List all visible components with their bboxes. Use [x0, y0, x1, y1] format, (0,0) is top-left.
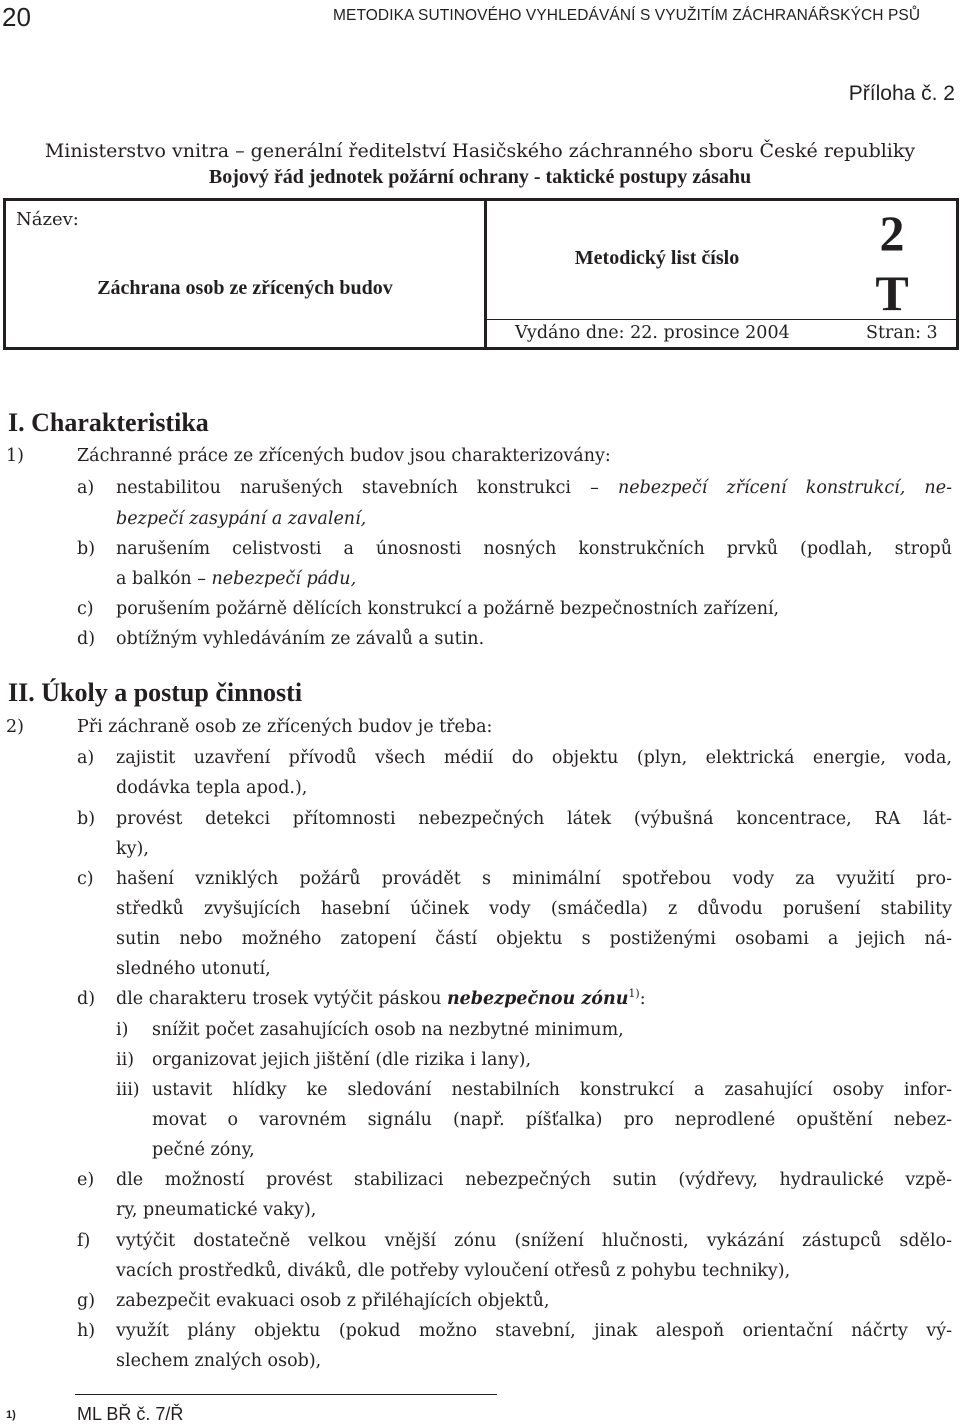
- list-item-line: dle možností provést stabilizaci nebezpečných sutin (výdřevy, hydraulické vzpě-: [116, 1170, 952, 1190]
- list-letter: T: [875, 265, 909, 321]
- issued-date: Vydáno dne: 22. prosince 2004: [515, 323, 790, 343]
- list-item-line: sledného utonutí,: [116, 959, 271, 979]
- item-label: e): [77, 1170, 95, 1190]
- footnote-rule: [75, 1394, 497, 1395]
- ministry-title: Ministerstvo vnitra – generální ředitelství Hasičského záchranného sboru České republiky: [44, 140, 916, 162]
- footnote-mark: 1): [6, 1409, 16, 1421]
- item-label: b): [77, 809, 96, 829]
- info-box: [3, 198, 959, 350]
- danger-zone-term: nebezpečnou zónu: [446, 989, 629, 1009]
- annex-label: Příloha č. 2: [848, 82, 955, 105]
- item-label: c): [77, 869, 94, 889]
- list-item-line: využít plány objektu (pokud možno stavební, jinak alespoň orientační náčrty vý-: [116, 1321, 952, 1341]
- item-label: a): [77, 478, 95, 498]
- list-item-line: vacích prostředků, diváků, dle potřeby vyloučení otřesů z pohybu techniky),: [116, 1261, 791, 1281]
- item-label: f): [77, 1231, 91, 1251]
- item-label: d): [77, 629, 96, 649]
- list-item-line: ky),: [116, 839, 149, 859]
- sublist-item-line: movat o varovném signálu (např. píšťalka) pro neprodlené opuštění nebez-: [152, 1110, 952, 1130]
- sublist-item-line: pečné zóny,: [152, 1140, 255, 1160]
- list-item-line: hašení vzniklých požárů provádět s minimální spotřebou vody za využití pro-: [116, 869, 952, 889]
- list-item-line: porušením požárně dělících konstrukcí a požárně bezpečnostních zařízení,: [116, 599, 780, 619]
- name-label: Název:: [16, 209, 79, 230]
- para-number: 2): [6, 717, 24, 737]
- list-item-line: nestabilitou narušených stavebních konstrukci – nebezpečí zřícení konstrukcí, ne-: [116, 478, 952, 498]
- item-label: g): [77, 1291, 96, 1311]
- page-count: Stran: 3: [866, 323, 938, 343]
- item-label: d): [77, 989, 96, 1009]
- list-item-line: bezpečí zasypání a zavalení,: [116, 509, 367, 529]
- footnote-text: ML BŘ č. 7/Ř: [77, 1404, 184, 1424]
- subitem-label: iii): [116, 1080, 140, 1100]
- running-title: METODIKA SUTINOVÉHO VYHLEDÁVÁNÍ S VYUŽITÍM ZÁCHRANÁŘSKÝCH PSŮ: [333, 7, 921, 24]
- list-label: Metodický list číslo: [574, 247, 740, 269]
- list-item-line: slechem znalých osob),: [116, 1351, 322, 1371]
- page-number: 20: [2, 2, 31, 32]
- document-titles: [0, 140, 960, 189]
- list-item-line: dodávka tepla apod.),: [116, 778, 308, 798]
- name-value: Záchrana osob ze zřícených budov: [97, 277, 393, 299]
- list-item-line: obtížným vyhledáváním ze závalů a sutin.: [116, 629, 485, 649]
- list-item-line: sutin nebo možného zatopení částí objektu s postiženými osobami a jejich ná-: [116, 929, 952, 949]
- sublist-item-line: organizovat jejich jištění (dle rizika i lany),: [152, 1050, 532, 1070]
- item-label: b): [77, 539, 96, 559]
- item-label: h): [77, 1321, 96, 1341]
- list-item-line: provést detekci přítomnosti nebezpečných látek (výbušná koncentrace, RA lát-: [116, 809, 952, 829]
- para-number: 1): [6, 446, 24, 466]
- subitem-label: i): [116, 1020, 129, 1040]
- section-heading-2: II. Úkoly a postup činnosti: [8, 678, 303, 707]
- list-item-line: narušením celistvosti a únosnosti nosných konstrukčních prvků (podlah, stropů: [116, 539, 952, 559]
- info-box-divider: [487, 319, 956, 320]
- rule-title: Bojový řád jednotek požární ochrany - taktické postupy zásahu: [208, 166, 752, 188]
- subitem-label: ii): [116, 1050, 135, 1070]
- list-number: 2: [879, 205, 905, 261]
- item-label: a): [77, 748, 95, 768]
- footnote-ref: 1): [628, 987, 640, 1000]
- list-item-line: vytýčit dostatečně velkou vnější zónu (snížení hlučnosti, vykázání zástupců sdělo-: [116, 1231, 952, 1251]
- list-item-line: ry, pneumatické vaky),: [116, 1200, 317, 1220]
- sublist-item-line: snížit počet zasahujících osob na nezbytné minimum,: [152, 1020, 624, 1040]
- paragraph-intro: Záchranné práce ze zřícených budov jsou charakterizovány:: [77, 446, 611, 466]
- list-item-line: středků zvyšujících hasební účinek vody (smáčedla) z důvodu porušení stability: [116, 899, 952, 919]
- paragraph-intro: Při záchraně osob ze zřícených budov je třeba:: [77, 717, 493, 737]
- running-header: [0, 0, 960, 40]
- list-item-line: zajistit uzavření přívodů všech médií do objektu (plyn, elektrická energie, voda,: [116, 748, 952, 768]
- list-item-line: dle charakteru trosek vytýčit páskou nebezpečnou zónu$^{1)}$:: [116, 987, 646, 1009]
- item-label: c): [77, 599, 94, 619]
- list-item-line: zabezpečit evakuaci osob z přiléhajících objektů,: [116, 1291, 550, 1311]
- section-heading-1: I. Charakteristika: [8, 408, 209, 437]
- sublist-item-line: ustavit hlídky ke sledování nestabilních konstrukcí a zasahující osoby infor-: [152, 1080, 952, 1100]
- info-box-name-cell: [6, 201, 487, 347]
- list-item-line: a balkón – nebezpečí pádu,: [116, 569, 357, 589]
